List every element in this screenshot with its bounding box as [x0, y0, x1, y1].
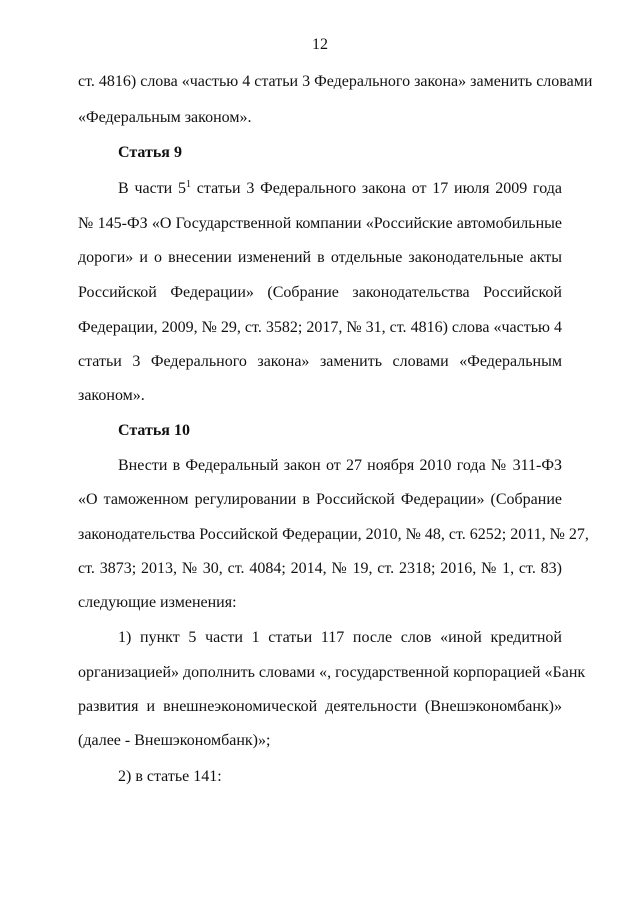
body-line: законодательства Российской Федерации, 2010, № 48, ст. 6252; 2011, № 27,	[78, 526, 589, 543]
body-line: (далее - Внешэкономбанк)»;	[78, 732, 271, 749]
body-line	[118, 179, 562, 199]
body-line: «О таможенном регулировании в Российской Федерации» (Собрание	[78, 491, 562, 508]
body-line: Внести в Федеральный закон от 27 ноября 2010 года № 311-ФЗ	[118, 457, 562, 474]
body-line: ст. 4816) слова «частью 4 статьи 3 Федерального закона» заменить словами	[78, 73, 593, 90]
body-line: статьи 3 Федерального закона» заменить словами «Федеральным	[78, 353, 562, 370]
body-line: Российской Федерации» (Собрание законодательства Российской	[78, 284, 562, 301]
body-line: законом».	[78, 387, 145, 404]
article-heading: Статья 9	[118, 144, 182, 161]
body-line: «Федеральным законом».	[78, 109, 252, 126]
body-line: дороги» и о внесении изменений в отдельные законодательные акты	[78, 249, 562, 266]
text-run: В части 5	[118, 180, 187, 197]
body-line: № 145-ФЗ «О Государственной компании «Российские автомобильные	[78, 215, 562, 232]
superscript: 1	[186, 179, 192, 190]
body-line: развития и внешнеэкономической деятельности (Внешэкономбанк)»	[78, 698, 562, 715]
body-line: ст. 3873; 2013, № 30, ст. 4084; 2014, № 19, ст. 2318; 2016, № 1, ст. 83)	[78, 560, 562, 577]
text-run: статьи 3 Федерального закона от 17 июля 2009 года	[191, 180, 562, 197]
body-line: организацией» дополнить словами «, государственной корпорацией «Банк	[78, 664, 586, 681]
page-number: 12	[312, 36, 328, 53]
body-line: Федерации, 2009, № 29, ст. 3582; 2017, № 31, ст. 4816) слова «частью 4	[78, 319, 562, 336]
body-line: следующие изменения:	[78, 594, 237, 611]
article-heading: Статья 10	[118, 422, 190, 439]
list-item-line: 1) пункт 5 части 1 статьи 117 после слов «иной кредитной	[118, 629, 562, 646]
list-item-line: 2) в статье 141:	[118, 768, 222, 785]
